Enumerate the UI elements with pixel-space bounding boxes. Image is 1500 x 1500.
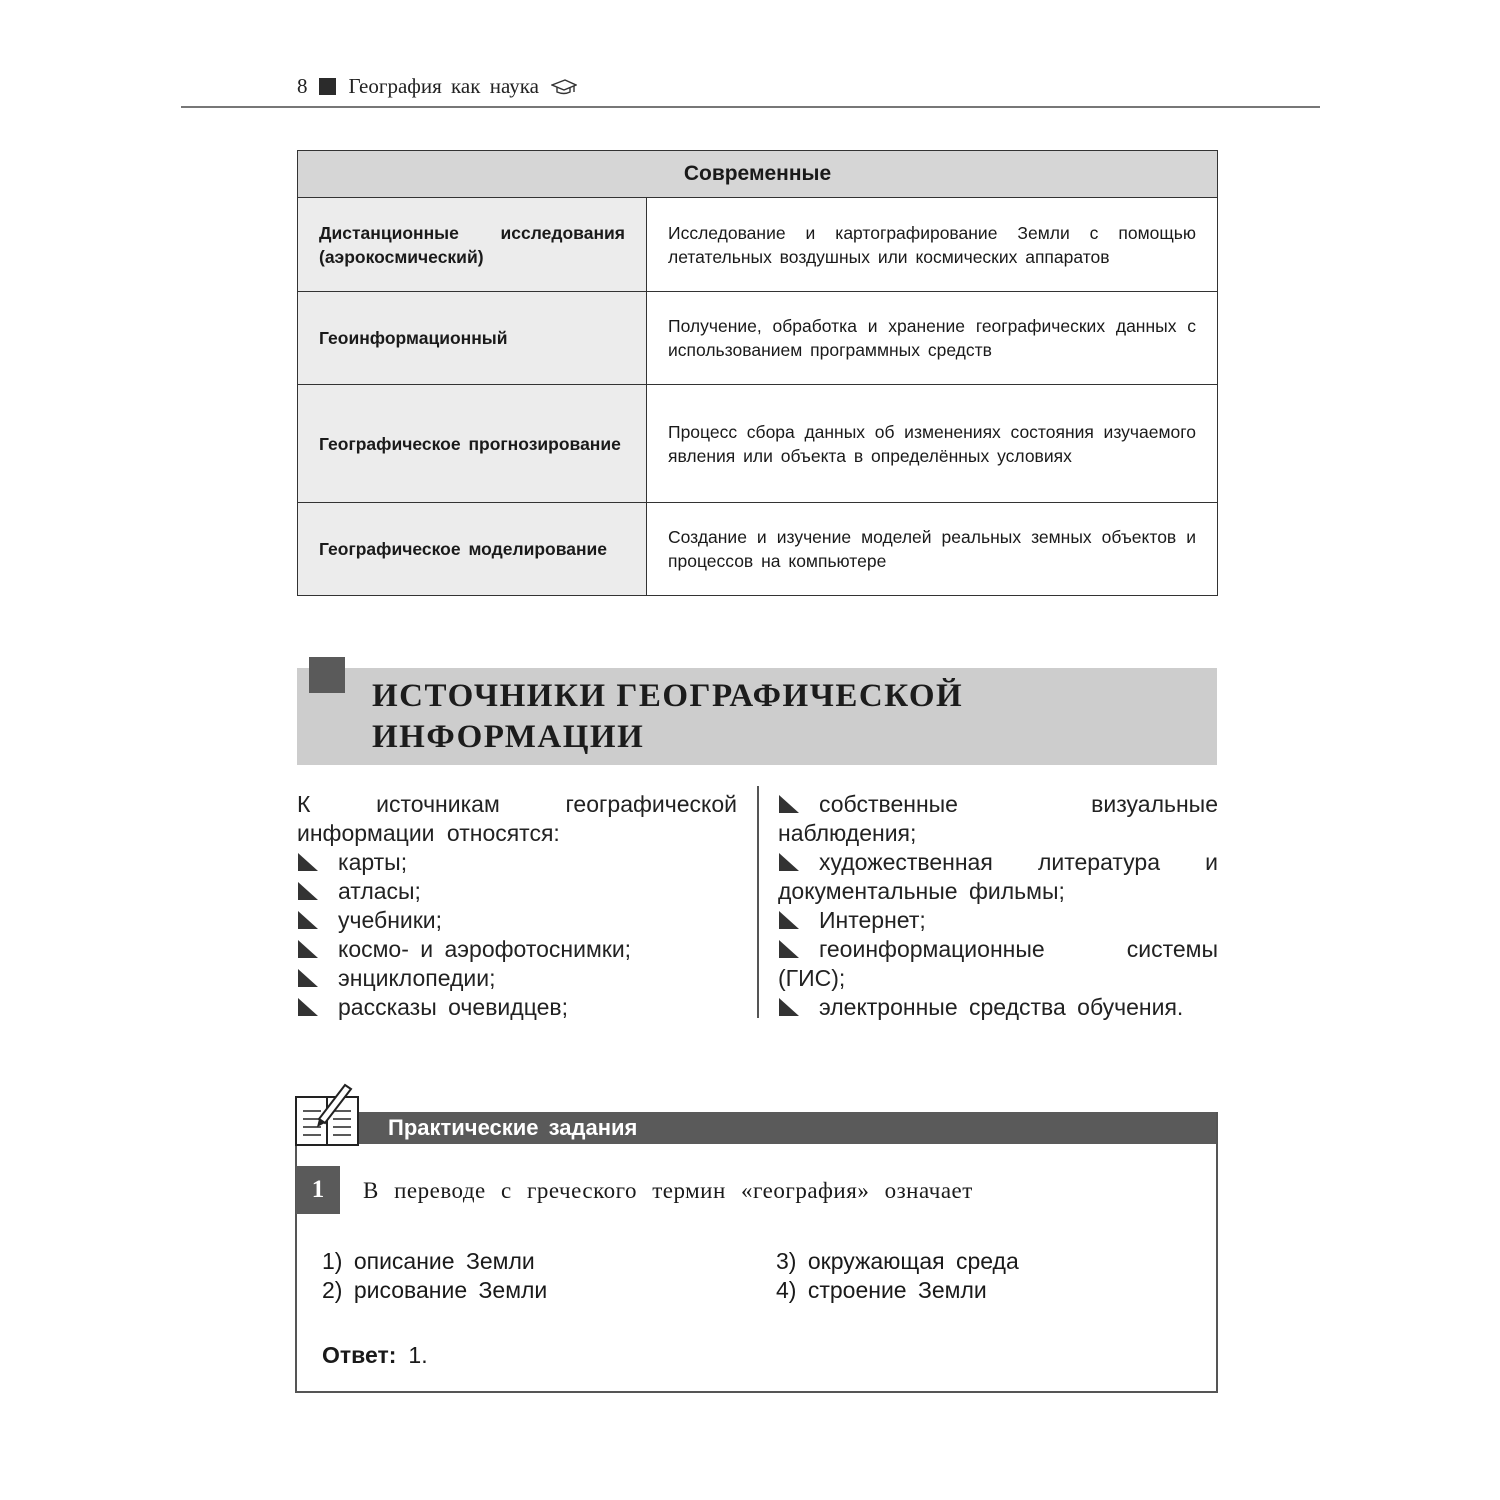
method-term: Географическое моделирование — [298, 503, 647, 596]
table-header-row — [298, 151, 1218, 198]
header-rule — [181, 106, 1320, 108]
list-item — [778, 848, 1218, 906]
section-square-icon — [309, 657, 345, 693]
method-description: Создание и изучение моделей реальных земных объектов и процессов на компьютере — [647, 503, 1218, 596]
list-item-text: атласы; — [338, 878, 421, 904]
notebook-pencil-icon — [293, 1083, 363, 1149]
column-divider — [757, 786, 759, 1018]
list-item — [297, 877, 737, 906]
section-title-line: ИСТОЧНИКИ ГЕОГРАФИЧЕСКОЙ — [372, 678, 964, 714]
list-item — [297, 993, 737, 1022]
answer-line — [322, 1342, 428, 1369]
method-description: Исследование и картографирование Земли с помощью летательных воздушных или космических аппаратов — [647, 198, 1218, 292]
list-item-text: энциклопедии; — [338, 965, 496, 991]
answer-label: Ответ: — [322, 1342, 397, 1368]
sources-left-column — [297, 790, 737, 1022]
list-item — [297, 906, 737, 935]
list-item — [297, 848, 737, 877]
list-item — [778, 993, 1218, 1022]
triangle-bullet-icon — [779, 940, 799, 958]
running-title: География как наука — [348, 74, 539, 98]
triangle-bullet-icon — [779, 998, 799, 1016]
list-item-text: учебники; — [338, 907, 443, 933]
triangle-bullet-icon — [298, 882, 318, 900]
answer-option: 4) строение Земли — [776, 1277, 987, 1303]
method-description: Получение, обработка и хранение географических данных с использованием программных средств — [647, 292, 1218, 385]
table-row — [298, 198, 1218, 292]
list-item — [778, 906, 1218, 935]
graduation-cap-icon — [551, 78, 577, 96]
method-term: Географическое прогнозирование — [298, 385, 647, 503]
section-title-line: ИНФОРМАЦИИ — [372, 719, 645, 755]
triangle-bullet-icon — [298, 940, 318, 958]
triangle-bullet-icon — [779, 911, 799, 929]
page-number: 8 — [297, 74, 308, 98]
list-item-text: космо- и аэрофотоснимки; — [338, 936, 632, 962]
list-item — [297, 964, 737, 993]
table-heading: Современные — [298, 151, 1218, 198]
answer-option: 2) рисование Земли — [322, 1277, 548, 1303]
list-item-text: электронные средства обучения. — [819, 994, 1184, 1020]
list-item — [778, 935, 1218, 993]
list-item — [778, 790, 1218, 848]
list-item-text: карты; — [338, 849, 408, 875]
list-item-text: собственные визуальные наблюдения; — [778, 791, 1218, 846]
triangle-bullet-icon — [298, 969, 318, 987]
running-header — [297, 74, 577, 99]
list-item-text: рассказы очевидцев; — [338, 994, 569, 1020]
section-title — [372, 676, 963, 758]
triangle-bullet-icon — [298, 998, 318, 1016]
triangle-bullet-icon — [779, 853, 799, 871]
task-question: В переводе с греческого термин «география» означает — [363, 1178, 973, 1203]
list-item-text: Интернет; — [819, 907, 926, 933]
table-row — [298, 292, 1218, 385]
header-square-icon — [319, 78, 336, 95]
table-row — [298, 503, 1218, 596]
answer-option: 3) окружающая среда — [776, 1248, 1019, 1274]
practice-title: Практические задания — [388, 1115, 638, 1140]
list-item-text: геоинформационные системы (ГИС); — [778, 936, 1218, 991]
task-number-badge: 1 — [296, 1166, 340, 1214]
methods-table — [297, 150, 1218, 596]
answer-option: 1) описание Земли — [322, 1248, 535, 1274]
sources-right-column — [778, 790, 1218, 1022]
method-description: Процесс сбора данных об изменениях состояния изучаемого явления или объекта в определённых условиях — [647, 385, 1218, 503]
triangle-bullet-icon — [298, 911, 318, 929]
table-row — [298, 385, 1218, 503]
list-item — [297, 935, 737, 964]
answer-value: 1. — [408, 1342, 428, 1368]
method-term: Геоинформационный — [298, 292, 647, 385]
method-term: Дистанционные исследования (аэрокосмический) — [298, 198, 647, 292]
triangle-bullet-icon — [298, 853, 318, 871]
triangle-bullet-icon — [779, 795, 799, 813]
list-item-text: художественная литература и документальные фильмы; — [778, 849, 1218, 904]
sources-intro: К источникам географической информации относятся: — [297, 791, 737, 846]
